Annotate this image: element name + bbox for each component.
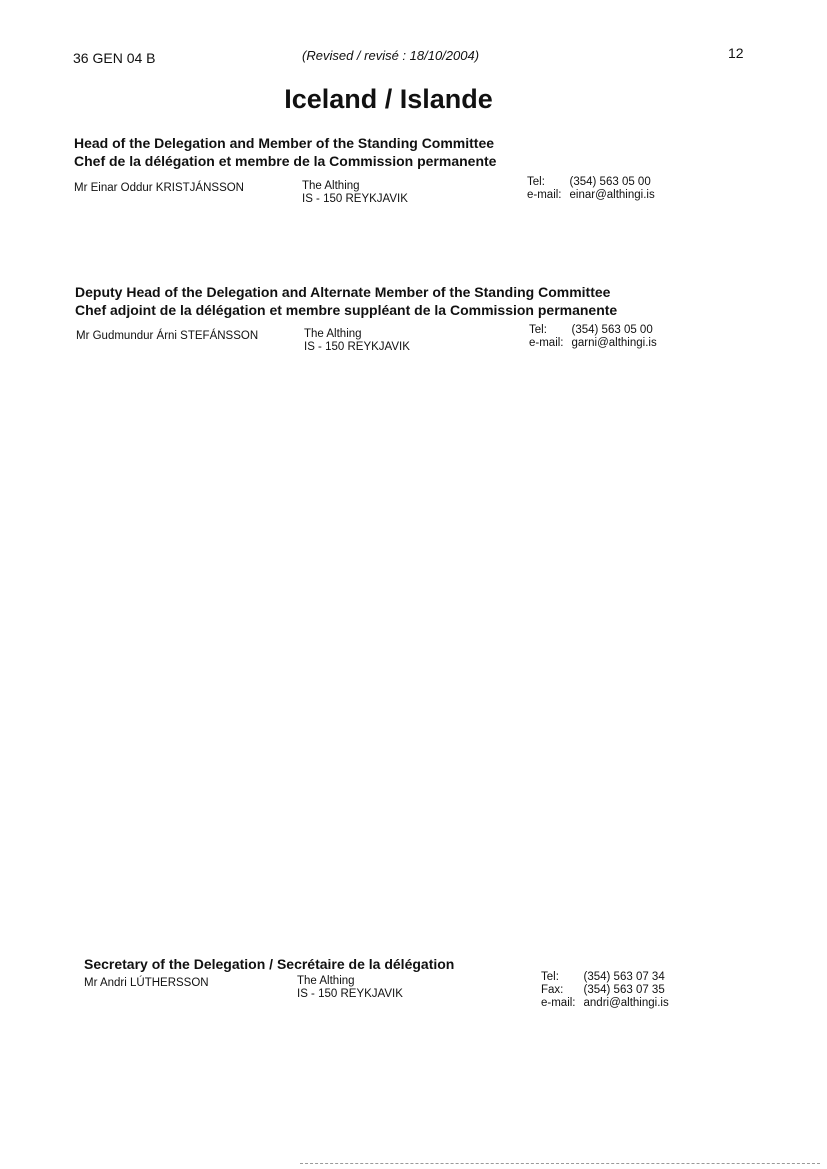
page-number: 12 [728,45,744,61]
address-line: IS - 150 REYKJAVIK [302,193,408,205]
tel-label: Tel: [541,971,559,983]
fax-value: (354) 563 07 35 [583,984,665,996]
heading-french: Chef de la délégation et membre de la Commission permanente [74,153,497,169]
email-value: andri@althingi.is [583,997,669,1009]
heading-english: Head of the Delegation and Member of the Standing Committee [74,135,495,151]
heading-english: Deputy Head of the Delegation and Alternate Member of the Standing Committee [75,284,611,300]
member-contact [529,324,657,350]
page-title: Iceland / Islande [284,84,493,114]
tel-label: Tel: [527,176,545,188]
tel-value: (354) 563 05 00 [571,324,653,336]
tel-value: (354) 563 07 34 [583,971,665,983]
address-line: IS - 150 REYKJAVIK [304,341,410,353]
section-heading-secretary [84,955,454,973]
email-label: e-mail: [541,997,576,1009]
email-value: einar@althingi.is [569,189,655,201]
address-line: IS - 150 REYKJAVIK [297,988,403,1000]
email-label: e-mail: [529,337,564,349]
email-value: garni@althingi.is [571,337,657,349]
heading-english: Secretary of the Delegation / Secrétaire de la délégation [84,956,455,972]
member-address [304,328,410,354]
email-label: e-mail: [527,189,562,201]
document-code: 36 GEN 04 B [73,50,156,66]
tel-label: Tel: [529,324,547,336]
section-heading-head [74,134,496,170]
member-contact [527,176,655,202]
member-name: Mr Gudmundur Árni STEFÁNSSON [76,330,259,342]
member-contact [541,971,669,1010]
member-address [302,180,408,206]
fax-label: Fax: [541,984,564,996]
address-line: The Althing [297,975,355,987]
revision-date: (Revised / revisé : 18/10/2004) [302,48,480,63]
tel-value: (354) 563 05 00 [569,176,651,188]
heading-french: Chef adjoint de la délégation et membre suppléant de la Commission permanente [75,302,618,318]
scan-edge-line [300,1163,820,1164]
member-address [297,975,403,1001]
address-line: The Althing [302,180,360,192]
section-heading-deputy [75,283,617,319]
member-name: Mr Andri LÚTHERSSON [84,977,209,989]
member-name: Mr Einar Oddur KRISTJÁNSSON [74,182,244,194]
address-line: The Althing [304,328,362,340]
